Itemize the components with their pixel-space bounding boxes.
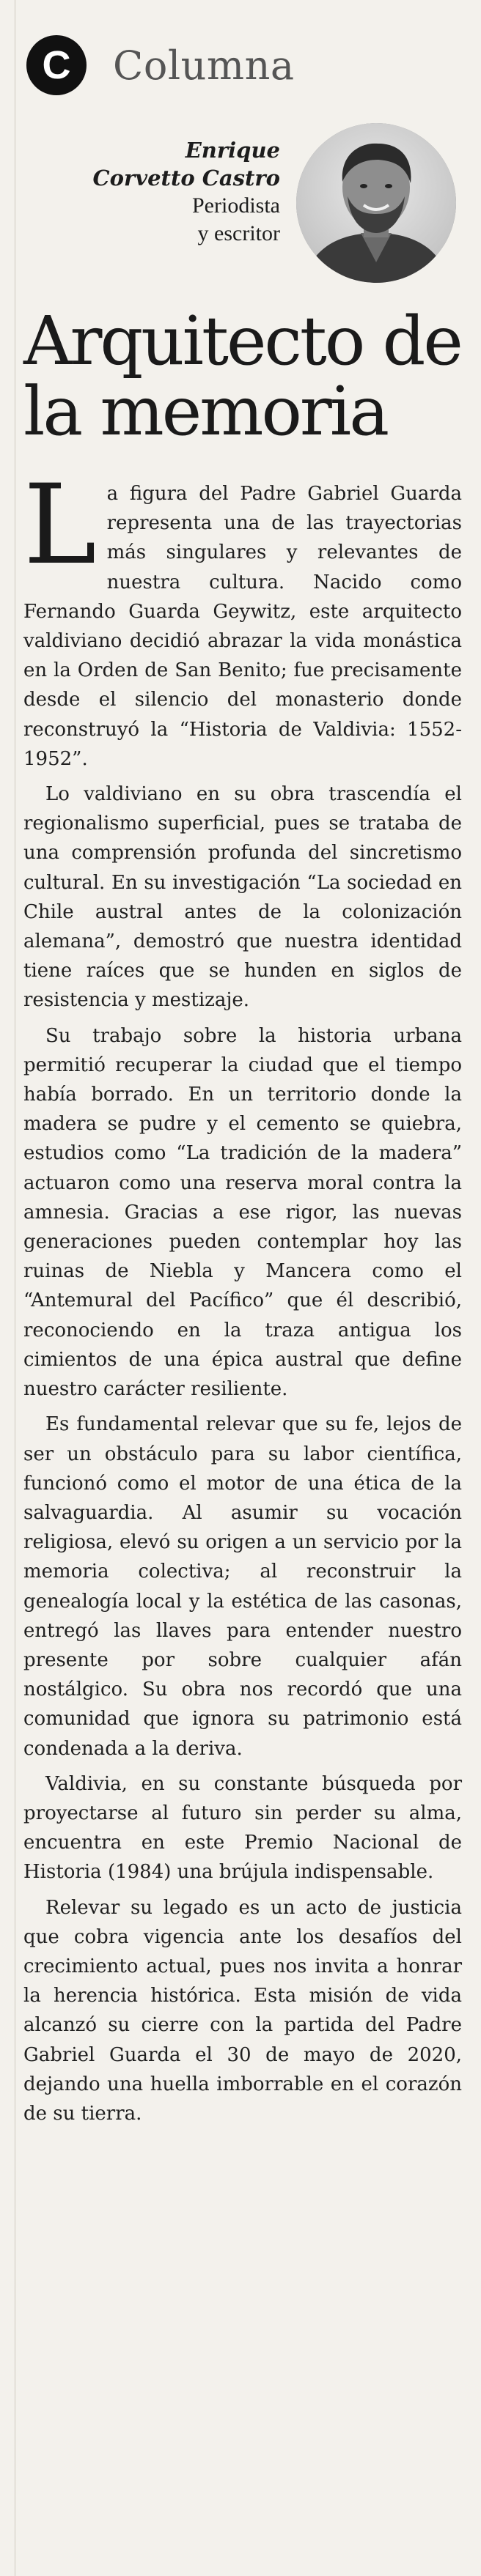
article-paragraph-4: Es fundamental relevar que su fe, lejos de ser un obstáculo para su labor científica, funcionó como el motor de una ética de la salvaguardia. Al asumir su vocación religiosa, elevó su origen a un servicio por la memoria colectiva; al reconstruir la genealogía local y la estética de las casonas, entregó las llaves para entender nuestro presente por sobre cualquier afán nostálgico. Su obra nos recordó que una comunidad que ignora su patrimonio está condenada a la deriva. [23, 1413, 462, 1760]
headline: Arquitecto de la memoria [23, 302, 461, 451]
section-header [26, 32, 295, 98]
section-name: Columna [113, 42, 295, 89]
section-badge: C [26, 35, 87, 95]
author-role-2: y escritor [197, 221, 280, 245]
author-avatar [296, 123, 456, 283]
author-info [89, 136, 280, 248]
drop-cap: L [23, 462, 97, 589]
article-paragraph-1 [23, 462, 462, 774]
article-paragraph-2: Lo valdiviano en su obra trascendía el regionalismo superficial, pues se trataba de una comprensión profunda del sincretismo cultural. En su investigación “La sociedad en Chile austral antes de la colonización alemana”, demostró que nuestra identidad tiene raíces que se hunden en siglos de resistencia y mestizaje. [23, 783, 462, 1012]
article-paragraph-5: Valdivia, en su constante búsqueda por proyectarse al futuro sin perder su alma, encuentra en este Premio Nacional de Historia (1984) una brújula indispensable. [23, 1772, 462, 1884]
author-portrait-icon [296, 123, 456, 283]
author-role: Periodista [192, 193, 280, 218]
article-paragraph-3: Su trabajo sobre la historia urbana permitió recuperar la ciudad que el tiempo había borrado. En un territorio donde la madera se pudre y el cemento se quiebra, estudios como “La tradición de la madera” actuaron como una reserva moral contra la amnesia. Gracias a ese rigor, las nuevas generaciones pueden contemplar hoy las ruinas de Niebla y Mancera como el “Antemural del Pacífico” que él describió, reconociendo en la traza antigua los cimientos de una épica austral que define nuestro carácter resiliente. [23, 1024, 462, 1401]
author-name-last: Corvetto Castro [92, 166, 280, 190]
author-name-first: Enrique [185, 138, 280, 163]
author-block [92, 123, 456, 306]
article-paragraph-1-text: a figura del Padre Gabriel Guarda representa una de las trayectorias más singulares y relevantes de nuestra cultura. Nacido como Fernando Guarda Geywitz, este arquitecto valdiviano decidió abrazar la vida monástica en la Orden de San Benito; fue precisamente desde el silencio del monasterio donde reconstruyó la “Historia de Valdivia: 1552-1952”. [23, 483, 462, 770]
article-body [23, 462, 462, 2134]
article-paragraph-6: Relevar su legado es un acto de justicia que cobra vigencia ante los desafíos del crecimiento actual, pues nos invita a honrar la herencia histórica. Esta misión de vida alcanzó su cierre con la partida del Padre Gabriel Guarda el 30 de mayo de 2020, dejando una huella imborrable en el corazón de su tierra. [23, 1896, 462, 2125]
